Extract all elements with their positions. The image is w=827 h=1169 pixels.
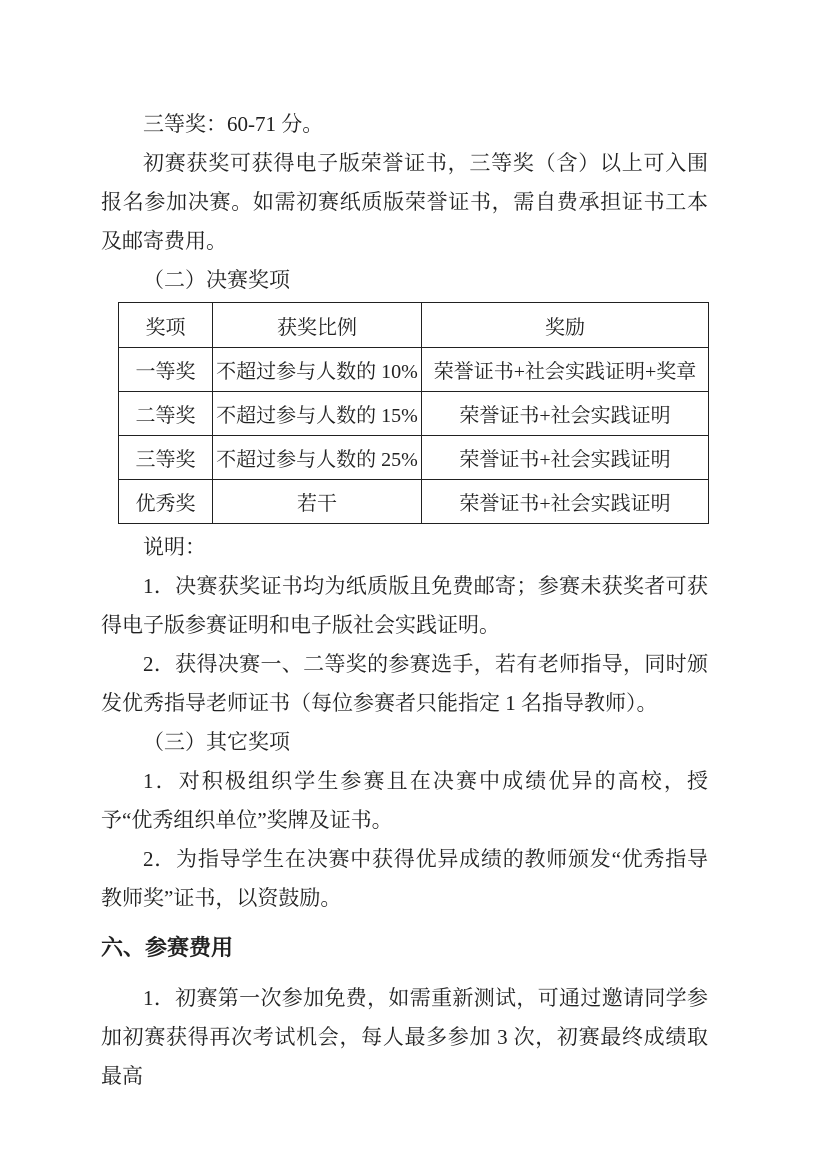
section-heading-entry-fees: 六、参赛费用 [101,935,234,960]
table-header-row [119,303,709,348]
cell-award-reward: 荣誉证书+社会实践证明 [422,480,709,524]
note-item-2: 2．获得决赛一、二等奖的参赛选手，若有老师指导，同时颁发优秀指导老师证书（每位参赛者只能指定 1 名指导教师）。 [101,652,708,715]
fee-item-1: 1．初赛第一次参加免费，如需重新测试，可通过邀请同学参加初赛获得再次考试机会，每人最多参加 3 次，初赛最终成绩取最高 [101,986,708,1088]
table-row-third-prize [119,436,709,480]
other-award-item-2: 2．为指导学生在决赛中获得优异成绩的教师颁发“优秀指导教师奖”证书，以资鼓励。 [101,847,708,910]
table-row-first-prize [119,348,709,392]
col-header-reward: 奖励 [422,303,709,348]
subheading-other-awards: （三）其它奖项 [143,730,290,754]
cell-award-reward: 荣誉证书+社会实践证明+奖章 [422,348,709,392]
final-awards-table [118,302,709,524]
notes-label: 说明： [143,535,206,559]
other-award-item-1: 1．对积极组织学生参赛且在决赛中成绩优异的高校，授予“优秀组织单位”奖牌及证书。 [101,769,708,832]
col-header-ratio: 获奖比例 [213,303,422,348]
cell-award-name: 一等奖 [119,348,213,392]
cell-award-ratio: 不超过参与人数的 10% [213,348,422,392]
cell-award-name: 三等奖 [119,436,213,480]
table-row-excellence-prize [119,480,709,524]
col-header-award: 奖项 [119,303,213,348]
para-third-prize-score: 三等奖：60-71 分。 [143,112,324,136]
cell-award-reward: 荣誉证书+社会实践证明 [422,436,709,480]
cell-award-reward: 荣誉证书+社会实践证明 [422,392,709,436]
subheading-final-awards: （二）决赛奖项 [143,268,290,292]
cell-award-ratio: 不超过参与人数的 15% [213,392,422,436]
cell-award-name: 二等奖 [119,392,213,436]
cell-award-ratio: 不超过参与人数的 25% [213,436,422,480]
table-row-second-prize [119,392,709,436]
note-item-1: 1．决赛获奖证书均为纸质版且免费邮寄；参赛未获奖者可获得电子版参赛证明和电子版社会实践证明。 [101,574,708,637]
cell-award-name: 优秀奖 [119,480,213,524]
cell-award-ratio: 若干 [213,480,422,524]
para-preliminary-awards: 初赛获奖可获得电子版荣誉证书，三等奖（含）以上可入围报名参加决赛。如需初赛纸质版荣誉证书，需自费承担证书工本及邮寄费用。 [101,151,708,253]
